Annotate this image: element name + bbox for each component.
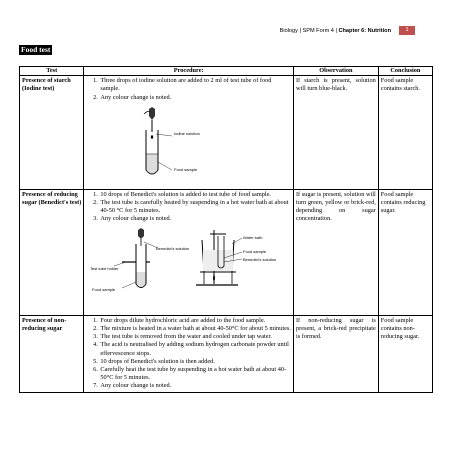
procedure-step: 3. Any colour change is noted. [99,215,291,223]
procedure-starch [84,76,294,190]
table-header-row [20,67,433,76]
figure-label: Water bath [243,234,263,240]
table-row-starch [20,76,433,190]
column-header-observation: Observation [293,67,378,76]
procedure-step: 7. Any colour change is noted. [99,382,291,390]
iodine-test-diagram [86,106,286,186]
procedure-step: 2. The test tube is carefully heated by suspending in a hot water bath at about 40-50 °C for 5 minutes. [99,199,291,215]
figure-label: Benedict's solution [156,245,190,251]
food-test-table [19,66,433,393]
procedure-step: 1. 10 drops of Benedict's solution is added to test tube of food sample. [99,191,291,199]
procedure-step: 4. The acid is neutralised by adding sodium hydrogen carbonate powder until effervescence stops. [99,341,291,357]
procedure-reducing-sugar [84,189,294,315]
observation-non-reducing-sugar: If non-reducing sugar is present, a brick-red precipitate is formed. [293,315,378,392]
header-prefix: Biology | SPM Form 4 | [279,27,337,34]
procedure-step: 2. The mixture is heated in a water bath at about 40-50°C for about 5 minutes. [99,325,291,333]
procedure-step: 2. Any colour change is noted. [99,94,291,102]
procedure-step: 1. Four drops dilute hydrochloric acid are added to the food sample. [99,317,291,325]
procedure-step: 5. 10 drops of Benedict's solution is then added. [99,358,291,366]
procedure-step: 3. The test tube is removed from the water and cooled under tap water. [99,333,291,341]
column-header-test: Test [20,67,84,76]
column-header-conclusion: Conclusion [378,67,432,76]
column-header-procedure: Procedure: [84,67,294,76]
observation-starch: If starch is present, solution will turn blue-black. [293,76,378,190]
figure-label: Test tube holder [90,265,119,271]
page-header [280,26,415,35]
figure-label: Food sample [243,248,267,254]
section-title: Food test [21,45,51,54]
table-row-non-reducing-sugar [20,315,433,392]
conclusion-reducing-sugar: Food sample contains reducing sugar. [378,189,432,315]
procedure-step: 1. Three drops of iodine solution are added to 2 ml of test tube of food sample. [99,77,291,93]
page-number-badge: 1 [399,26,415,35]
test-name-starch: Presence of starch (Iodine test) [20,76,84,190]
procedure-non-reducing-sugar [84,315,294,392]
conclusion-non-reducing-sugar: Food sample contains non-reducing sugar. [378,315,432,392]
figure-label: Iodine solution [174,130,201,136]
header-chapter: Chapter 6: Nutrition [338,27,391,34]
figure-label: Benedict's solution [243,256,277,262]
table-row-reducing-sugar [20,189,433,315]
test-name-reducing-sugar: Presence of reducing sugar (Benedict's test) [20,189,84,315]
observation-reducing-sugar: If sugar is present, solution will turn green, yellow or brick-red, depending on sugar concentration. [293,189,378,315]
test-name-non-reducing-sugar: Presence of non-reducing sugar [20,315,84,392]
conclusion-starch: Food sample contains starch. [378,76,432,190]
figure-label: Food sample [174,166,198,172]
benedict-test-diagram [86,228,286,294]
figure-label: Food sample [92,286,116,292]
procedure-step: 6. Carefully heat the test tube by suspending in a hot water bath at about 40-50°C for 5 minutes. [99,366,291,382]
